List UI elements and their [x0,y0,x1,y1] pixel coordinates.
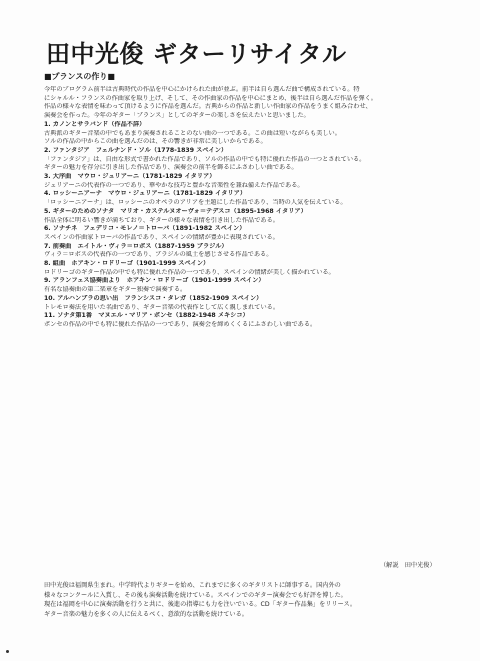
profile-line: 現在は福岡を中心に演奏活動を行うと共に、後進の指導にも力を注いでいる。CD「ギター作品集」をリリース。 [44,601,357,609]
program-item-title: 10. アルハンブラの思い出 フランシスコ・タレガ（1852-1909 スペイン） [44,294,263,302]
program-item-title: 8. 組曲 ホアキン・ロドリーゴ（1901-1999 スペイン） [44,260,210,268]
program-item-note: 有名な協奏曲の第二楽章をギター独奏で演奏する。 [44,286,187,294]
program-item-title: 3. 大序曲 マウロ・ジュリアーニ（1781-1829 イタリア） [44,173,216,181]
program-item-note: ギターの魅力を存分に引き出した作品であり、演奏会の前半を飾るにふさわしい曲である。 [44,164,298,172]
intro-line: にシャルル・フランスの作曲家を取り上げ、そして、その作曲家の作品を中心にまとめ、後半は自ら選んだ作品を弾く。 [44,94,377,102]
program-item-note: ソルの作品の中からこの曲を選んだのは、その響きが非常に美しいからである。 [44,138,267,146]
program-item-title: 6. ソナチネ フェデリコ・モレノ＝トローバ（1891-1982 スペイン） [44,225,246,233]
profile-line: ギター音楽の魅力を多くの人に伝えるべく、意欲的な活動を続けている。 [44,610,248,618]
program-item-title: 7. 前奏曲 エイトル・ヴィラ＝ロボス（1887-1959 ブラジル） [44,242,228,250]
program-item-title: 4. ロッシーニアーナ マウロ・ジュリアーニ（1781-1829 イタリア） [44,190,247,198]
intro-line: 作品の様々な表情を味わって頂けるように作品を選んだ。古典からの作品と新しい作曲家の作品をうまく組み合わせ、 [44,103,372,111]
program-notes [44,86,444,330]
program-item-title: 5. ギターのためのソナタ マリオ・カステルヌオーヴォ＝テデスコ（1895-1968 イタリア） [44,207,307,215]
recital-title: 田中光俊 ギターリサイタル [46,40,347,68]
scan-speck [6,650,9,653]
program-item-title: 11. ソナタ第1番 マヌエル・マリア・ポンセ（1882-1948 メキシコ） [44,312,249,320]
profile-line: 様々なコンクールに入賞し、その後も演奏活動を続けている。スペインでのギター演奏会でも好評を博した。 [44,591,347,599]
program-item-note: 「ファンタジア」は、自由な形式で書かれた作品であり、ソルの作品の中でも特に優れた作品の一つとされている。 [44,155,366,163]
program-item-note: 作品全体に明るい響きが満ちており、ギターの様々な表情を引き出した作品である。 [44,216,279,224]
program-item-title: 1. カノンとサラバンド（作品不詳） [44,120,146,128]
section-heading: ■プランスの作り■ [44,72,115,81]
program-item-note: スペインの作曲家トローバの作品であり、スペインの情緒が豊かに表現されている。 [44,233,279,241]
program-item-note: 「ロッシーニアーナ」は、ロッシーニのオペラのアリアを主題にした作品であり、当時の人気を伝えている。 [44,199,347,207]
intro-line: 今年のプログラム前半は古典時代の作品を中心にかけられた曲が並ぶ。前半は自ら選んだ曲で構成されている。特 [44,86,360,93]
intro-line: 演奏会を作った。今年のギター「プランス」としてのギターの楽しさを伝えたいと思いました。 [44,112,310,120]
program-item-note: 古典派のギター音楽の中でもあまり演奏されることのない曲の一つである。この曲は短いながらも美しい。 [44,129,341,137]
program-item-title: 9. アランフェス協奏曲より ホアキン・ロドリーゴ（1901-1999 スペイン） [44,277,265,285]
program-item-note: ロドリーゴのギター作品の中でも特に優れた作品の一つであり、スペインの情緒が美しく描かれている。 [44,268,335,276]
program-item-note: ポンセの作品の中でも特に優れた作品の一つであり、演奏会を締めくくるにふさわしい曲である。 [44,320,317,328]
program-item-note: トレモロ奏法を用いた名曲であり、ギター音楽の代表作として広く親しまれている。 [44,303,280,311]
notes-author: （解説 田中光俊） [380,562,436,569]
program-item-note: ヴィラ＝ロボスの代表作の一つであり、ブラジルの風土を感じさせる作品である。 [44,251,273,259]
profile-line: 田中光俊は福岡県生まれ。中学時代よりギターを始め、これまでに多くのギタリストに師事する。国内外の [44,582,341,589]
performer-profile [44,581,448,619]
program-item-note: ジュリアーニの代表作の一つであり、華やかな技巧と豊かな音楽性を兼ね備えた作品である。 [44,181,304,189]
program-item-title: 2. ファンタジア フェルナンド・ソル（1778-1839 スペイン） [44,146,228,154]
